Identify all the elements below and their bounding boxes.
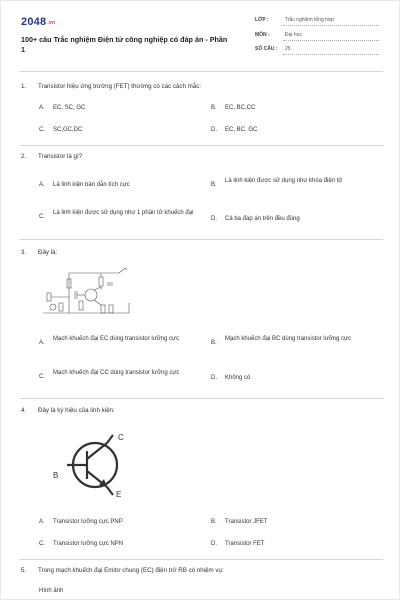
meta-value: 25 (285, 46, 291, 52)
question-divider (19, 559, 383, 560)
option-letter: D. (211, 216, 217, 222)
option-text: Transistor lưỡng cực NPN (53, 541, 124, 547)
option-text: EC, SC, GC (53, 105, 86, 111)
document-title: 100+ câu Trắc nghiệm Điện tử công nghiệp có đáp án - Phần 1 (21, 35, 228, 54)
option-text: Mạch khuếch đại EC dùng transistor lưỡng cực (53, 336, 180, 342)
option-letter: C. (39, 214, 45, 220)
option-text: Mạch khuếch đại CC dùng transistor lưỡng cực (53, 370, 180, 376)
question-text: Trong mạch khuếch đại Emitơ chung (EC) điện trở RB có nhiệm vụ: (38, 567, 224, 574)
option-text: Transistor JFET (225, 519, 268, 525)
option-text: Là linh kiện bán dẫn tích cực (53, 182, 130, 188)
meta-key: SỐ CÂU : (255, 46, 278, 52)
option-text: SC,GC,DC (53, 127, 83, 133)
question-divider (19, 239, 383, 240)
question-text: Đây là ký hiệu của linh kiện: (38, 407, 115, 414)
base-label: B (53, 471, 59, 480)
option-letter: D. (211, 541, 217, 547)
option-text: Cả ba đáp án trên đều đúng (225, 216, 300, 222)
question-number: 2. (21, 153, 27, 160)
option-text: EC, BC,CC (225, 105, 256, 111)
option-letter: C. (39, 541, 45, 547)
question-text: Transistor là gì? (38, 153, 83, 160)
option-letter: D. (211, 375, 217, 381)
question-divider (19, 398, 383, 399)
option-text: EC, BC, GC (225, 127, 258, 133)
option-text: Transistor lưỡng cực PNP (53, 519, 123, 525)
header-divider (19, 71, 383, 72)
option-letter: B. (211, 182, 217, 188)
collector-label: C (118, 433, 124, 442)
option-text: Transistor FET (225, 541, 265, 547)
option-letter: A. (39, 105, 45, 111)
option-letter: B. (211, 340, 217, 346)
meta-rule (283, 54, 379, 55)
option-text: Là linh kiện được sử dụng như 1 phần tử khuếch đại (53, 210, 194, 216)
emitter-label: E (116, 490, 122, 499)
logo-suffix-text: .vn (47, 20, 56, 26)
meta-key: LỚP : (255, 17, 269, 23)
question-divider (19, 145, 383, 146)
option-letter: D. (211, 127, 217, 133)
option-text: Là linh kiện được sử dụng như khóa điện tử (225, 178, 343, 184)
option-text: Mạch khuếch đại BC dùng transistor lưỡng cực (225, 336, 352, 342)
question-text: Transistor hiệu ứng trường (FET) thường có các cách mắc: (38, 83, 202, 90)
meta-rule (283, 40, 379, 41)
option-letter: B. (211, 519, 217, 525)
question-number: 5. (21, 567, 27, 574)
meta-key: MÔN : (255, 32, 270, 38)
site-logo[interactable] (21, 16, 55, 28)
logo-main-text: 2048 (21, 16, 47, 28)
meta-value: Đại học (285, 32, 302, 38)
question-number: 4. (21, 407, 27, 414)
question-number: 3. (21, 249, 27, 256)
amplifier-circuit-figure (39, 263, 139, 323)
option-letter: A. (39, 182, 45, 188)
option-letter: A. (39, 340, 45, 346)
option-letter: B. (211, 105, 217, 111)
meta-value: Trắc nghiệm tổng hợp (285, 17, 334, 23)
question-number: 1. (21, 83, 27, 90)
option-letter: A. (39, 519, 45, 525)
option-letter: C. (39, 127, 45, 133)
question-text: Đây là: (38, 249, 58, 256)
meta-rule (283, 25, 379, 26)
image-placeholder-label: Hình ảnh (39, 588, 64, 594)
option-text: Không có (225, 375, 251, 381)
option-letter: C. (39, 374, 45, 380)
